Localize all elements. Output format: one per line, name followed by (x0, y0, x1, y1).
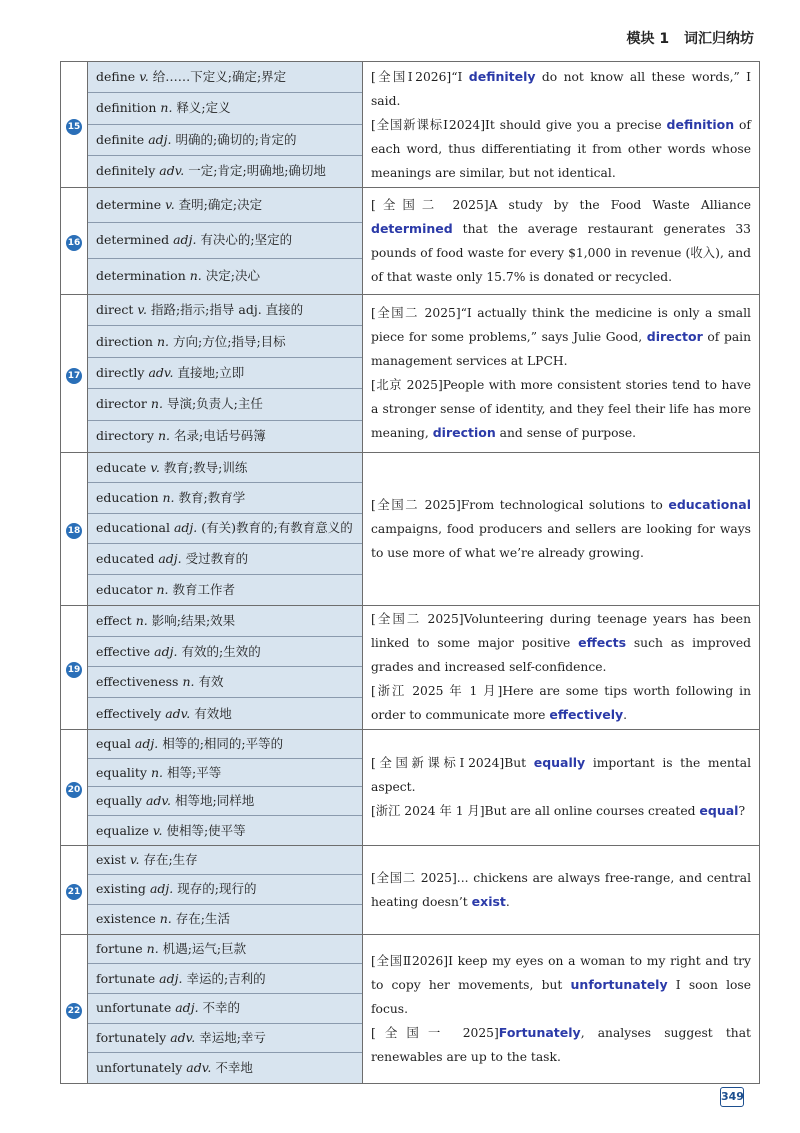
part-of-speech: adj. (148, 131, 172, 147)
headword: educator (96, 581, 153, 597)
word-entry (88, 905, 362, 934)
example-sentence (371, 751, 751, 799)
headword: determination (96, 268, 186, 284)
headword: existing (96, 881, 146, 897)
part-of-speech: n. (182, 674, 195, 690)
group-number-badge: 22 (66, 1003, 82, 1019)
word-entry (88, 875, 362, 904)
part-of-speech: n. (189, 268, 202, 284)
headword: educational (96, 520, 170, 536)
word-family-cell (88, 605, 363, 729)
sentence-text: [全国二 2025]“I actually think the medicine is only a small piece for some problems,” says Julie Good, (371, 306, 751, 345)
highlighted-keyword: exist (471, 893, 506, 909)
part-of-speech: v. (165, 197, 175, 213)
sentence-text: such as improved grades and increased self-confidence. (371, 636, 751, 675)
headword: equal (96, 735, 131, 751)
vocab-group-row (61, 729, 760, 845)
meaning: 影响;结果;效果 (151, 612, 236, 628)
meaning: 相等;平等 (167, 764, 222, 780)
part-of-speech: n. (135, 612, 148, 628)
headword: definitely (96, 163, 156, 179)
meaning: 教育;教导;训练 (163, 459, 248, 475)
word-family-cell (88, 729, 363, 845)
part-of-speech: n. (156, 333, 170, 349)
part-of-speech: v. (129, 852, 140, 868)
sentence-text: [全国新课标Ⅰ2024]But (371, 756, 534, 771)
word-entry (88, 994, 362, 1024)
highlighted-keyword: effectively (549, 707, 624, 723)
headword: fortune (96, 941, 143, 957)
example-sentences-cell (363, 845, 760, 934)
word-entry (88, 358, 362, 389)
sentence-text: [全国一 2025] (371, 1025, 499, 1040)
headword: fortunate (96, 970, 156, 986)
word-entry (88, 730, 362, 759)
example-sentence (371, 1021, 751, 1069)
headword: educate (96, 459, 147, 475)
part-of-speech: n. (150, 396, 163, 412)
word-entry (88, 93, 362, 124)
vocab-group-row (61, 452, 760, 605)
example-sentences-cell (363, 188, 760, 295)
sentence-text: do not know all these words,” I said. (371, 69, 751, 108)
meaning: 存在;生存 (143, 852, 198, 868)
sentence-text: of pain management services at LPCH. (371, 330, 752, 369)
part-of-speech: adj. (149, 881, 174, 897)
word-entry (88, 421, 362, 452)
vocab-group-row (61, 188, 760, 295)
highlighted-keyword: equal (699, 803, 739, 819)
part-of-speech: adj. (175, 1000, 199, 1016)
meaning: 不幸地 (215, 1060, 253, 1076)
sentence-text: of each word, thus differentiating it from other words whose meanings are similar, but not identical. (371, 117, 751, 180)
sentence-text: and sense of purpose. (495, 426, 637, 441)
highlighted-keyword: definition (666, 116, 735, 132)
headword: effectiveness (96, 674, 179, 690)
group-number-badge: 18 (66, 523, 82, 539)
meaning: 有效的;生效的 (181, 643, 261, 659)
headword: determined (96, 232, 170, 248)
highlighted-keyword: effects (578, 635, 627, 651)
vocab-group-row (61, 934, 760, 1083)
sentence-text: [全国二 2025]A study by the Food Waste Alliance (371, 197, 751, 212)
group-number-badge: 15 (66, 119, 82, 135)
sentence-text: [全国二 2025]... chickens are always free-range, and central heating doesn’t (371, 870, 751, 909)
word-entry (88, 62, 362, 93)
group-number-cell (61, 188, 88, 295)
part-of-speech: n. (159, 911, 172, 927)
word-family-cell (88, 845, 363, 934)
word-entry (88, 223, 362, 258)
part-of-speech: v. (137, 302, 147, 318)
word-entry (88, 575, 362, 605)
part-of-speech: adv. (186, 1060, 212, 1076)
meaning: 教育工作者 (172, 581, 235, 597)
meaning: 导演;负责人;主任 (166, 396, 263, 412)
word-entry (88, 787, 362, 816)
part-of-speech: v. (150, 459, 160, 475)
headword: exist (96, 852, 126, 868)
headword: equally (96, 793, 142, 809)
meaning: 现存的;现行的 (177, 881, 257, 897)
sentence-text: campaigns, food producers and sellers are looking for ways to use more of what we’re already growing. (371, 521, 751, 560)
word-entry (88, 389, 362, 420)
headword: directly (96, 364, 145, 380)
example-sentences-cell (363, 934, 760, 1083)
meaning: 方向;方位;指导;目标 (173, 333, 286, 349)
word-entry (88, 125, 362, 156)
headword: equality (96, 764, 147, 780)
word-family-cell (88, 934, 363, 1083)
group-number-cell (61, 845, 88, 934)
headword: definition (96, 100, 157, 116)
sentence-text: [浙江 2025 年 1 月]Here are some tips worth following in order to communicate more (371, 684, 751, 723)
example-sentence (371, 799, 751, 823)
meaning: 幸运的;吉利的 (186, 970, 266, 986)
part-of-speech: adj. (158, 550, 182, 566)
word-entry (88, 698, 362, 729)
headword: fortunately (96, 1029, 167, 1045)
part-of-speech: adj. (173, 520, 198, 536)
part-of-speech: adj. (154, 643, 178, 659)
part-of-speech: adv. (170, 1029, 196, 1045)
part-of-speech: n. (160, 100, 173, 116)
meaning: 指路;指示;指导 adj. 直接的 (150, 302, 304, 318)
sentence-text: important is the mental aspect. (371, 756, 751, 795)
word-entry (88, 453, 362, 483)
meaning: 有效 (198, 674, 224, 690)
headword: unfortunately (96, 1060, 183, 1076)
word-entry (88, 259, 362, 294)
highlighted-keyword: definitely (468, 68, 536, 84)
vocab-group-row (61, 62, 760, 188)
group-number-cell (61, 294, 88, 452)
word-entry (88, 759, 362, 788)
highlighted-keyword: unfortunately (570, 976, 668, 992)
highlighted-keyword: Fortunately (498, 1024, 581, 1040)
vocab-group-row (61, 605, 760, 729)
sentence-text: ? (738, 804, 746, 819)
highlighted-keyword: determined (371, 220, 453, 236)
part-of-speech: adv. (145, 793, 171, 809)
meaning: 使相等;使平等 (166, 822, 246, 838)
page-header (627, 28, 755, 48)
part-of-speech: adv. (159, 163, 185, 179)
example-sentence (371, 373, 751, 445)
word-entry (88, 637, 362, 668)
group-number-cell (61, 62, 88, 188)
group-number-badge: 19 (66, 662, 82, 678)
group-number-badge: 20 (66, 782, 82, 798)
example-sentences-cell (363, 729, 760, 845)
part-of-speech: adj. (173, 232, 197, 248)
word-entry (88, 483, 362, 513)
highlighted-keyword: direction (432, 425, 496, 441)
example-sentence (371, 493, 751, 565)
meaning: 有效地 (194, 705, 232, 721)
group-number-badge: 17 (66, 368, 82, 384)
group-number-badge: 21 (66, 884, 82, 900)
headword: education (96, 490, 159, 506)
sentence-text: [浙江 2024 年 1 月]But are all online courses created (371, 804, 700, 819)
headword: effectively (96, 705, 162, 721)
sentence-text: I soon lose focus. (371, 977, 751, 1016)
word-entry (88, 667, 362, 698)
word-entry (88, 964, 362, 994)
group-number-cell (61, 934, 88, 1083)
meaning: 一定;肯定;明确地;确切地 (188, 163, 326, 179)
word-entry (88, 156, 362, 187)
group-number-cell (61, 605, 88, 729)
meaning: 决定;决心 (205, 268, 260, 284)
word-entry (88, 1053, 362, 1083)
example-sentence (371, 193, 751, 289)
headword: directory (96, 428, 154, 444)
part-of-speech: n. (157, 428, 170, 444)
headword: direction (96, 333, 153, 349)
sentence-text: [北京 2025]People with more consistent stories tend to have a stronger sense of identity, and they feel their life has more meaning, (371, 378, 751, 441)
word-entry (88, 816, 362, 845)
part-of-speech: v. (152, 822, 163, 838)
word-entry (88, 935, 362, 965)
sentence-text: [全国Ⅰ2026]“I (371, 69, 469, 84)
sentence-text: . (623, 708, 628, 723)
example-sentence (371, 607, 751, 679)
word-entry (88, 846, 362, 875)
vocab-group-row (61, 845, 760, 934)
word-entry (88, 295, 362, 326)
highlighted-keyword: director (646, 329, 703, 345)
example-sentence (371, 65, 751, 113)
meaning: (有关)教育的;有教育意义的 (201, 520, 353, 536)
part-of-speech: adj. (159, 970, 183, 986)
part-of-speech: adv. (148, 364, 174, 380)
example-sentence (371, 113, 751, 185)
example-sentence (371, 949, 751, 1021)
word-entry (88, 326, 362, 357)
example-sentences-cell (363, 452, 760, 605)
headword: unfortunate (96, 1000, 172, 1016)
sentence-text: [全国二 2025]Volunteering during teenage years has been linked to some major positive (371, 612, 751, 651)
headword: equalize (96, 822, 149, 838)
part-of-speech: n. (162, 490, 175, 506)
meaning: 不幸的 (202, 1000, 241, 1016)
part-of-speech: n. (150, 764, 164, 780)
word-entry (88, 188, 362, 223)
word-family-cell (88, 294, 363, 452)
meaning: 给……下定义;确定;界定 (152, 69, 287, 85)
sentence-text: [全国二 2025]From technological solutions to (371, 497, 669, 512)
meaning: 明确的;确切的;肯定的 (175, 131, 297, 147)
group-number-cell (61, 729, 88, 845)
example-sentences-cell (363, 605, 760, 729)
example-sentence (371, 866, 751, 914)
word-entry (88, 606, 362, 637)
headword: director (96, 396, 147, 412)
example-sentences-cell (363, 62, 760, 188)
headword: educated (96, 550, 155, 566)
meaning: 相等地;同样地 (174, 793, 255, 809)
meaning: 相等的;相同的;平等的 (162, 735, 284, 751)
meaning: 有决心的;坚定的 (200, 232, 293, 248)
page-number: 349 (720, 1087, 744, 1107)
vocabulary-table (60, 61, 760, 1084)
meaning: 受过教育的 (185, 550, 249, 566)
sentence-text: that the average restaurant generates 33 pounds of food waste for every $1,000 in revenue (收入), and of that waste only 15.7% is donated or recycled. (371, 221, 751, 284)
part-of-speech: n. (156, 581, 169, 597)
headword: definite (96, 131, 145, 147)
headword: effect (96, 612, 132, 628)
word-family-cell (88, 62, 363, 188)
meaning: 存在;生活 (175, 911, 230, 927)
example-sentences-cell (363, 294, 760, 452)
example-sentence (371, 301, 751, 373)
word-family-cell (88, 452, 363, 605)
meaning: 教育;教育学 (178, 490, 246, 506)
group-number-cell (61, 452, 88, 605)
vocab-group-row (61, 294, 760, 452)
section-title: 词汇归纳坊 (684, 31, 754, 47)
part-of-speech: n. (146, 941, 159, 957)
sentence-text: [全国Ⅱ2026]I keep my eyes on a woman to my right and try to copy her movements, but (371, 953, 751, 992)
highlighted-keyword: equally (533, 755, 586, 771)
headword: effective (96, 643, 151, 659)
part-of-speech: adv. (165, 705, 191, 721)
meaning: 直接地;立即 (177, 364, 245, 380)
word-family-cell (88, 188, 363, 295)
part-of-speech: v. (139, 69, 149, 85)
headword: determine (96, 197, 162, 213)
sentence-text: . (505, 894, 510, 909)
meaning: 名录;电话号码簿 (174, 428, 266, 444)
headword: existence (96, 911, 156, 927)
word-entry (88, 1024, 362, 1054)
headword: define (96, 69, 136, 85)
word-entry (88, 544, 362, 574)
example-sentence (371, 679, 751, 727)
meaning: 查明;确定;决定 (178, 197, 263, 213)
word-entry (88, 514, 362, 544)
meaning: 释义;定义 (176, 100, 231, 116)
highlighted-keyword: educational (668, 496, 751, 512)
part-of-speech: adj. (134, 735, 159, 751)
headword: direct (96, 302, 134, 318)
sentence-text: [全国新课标Ⅰ2024]It should give you a precise (371, 117, 667, 132)
group-number-badge: 16 (66, 235, 82, 251)
meaning: 机遇;运气;巨款 (162, 941, 247, 957)
module-label: 模块 1 (626, 31, 670, 47)
meaning: 幸运地;幸亏 (199, 1029, 266, 1045)
sentence-text: , analyses suggest that renewables are up to the task. (371, 1025, 751, 1064)
